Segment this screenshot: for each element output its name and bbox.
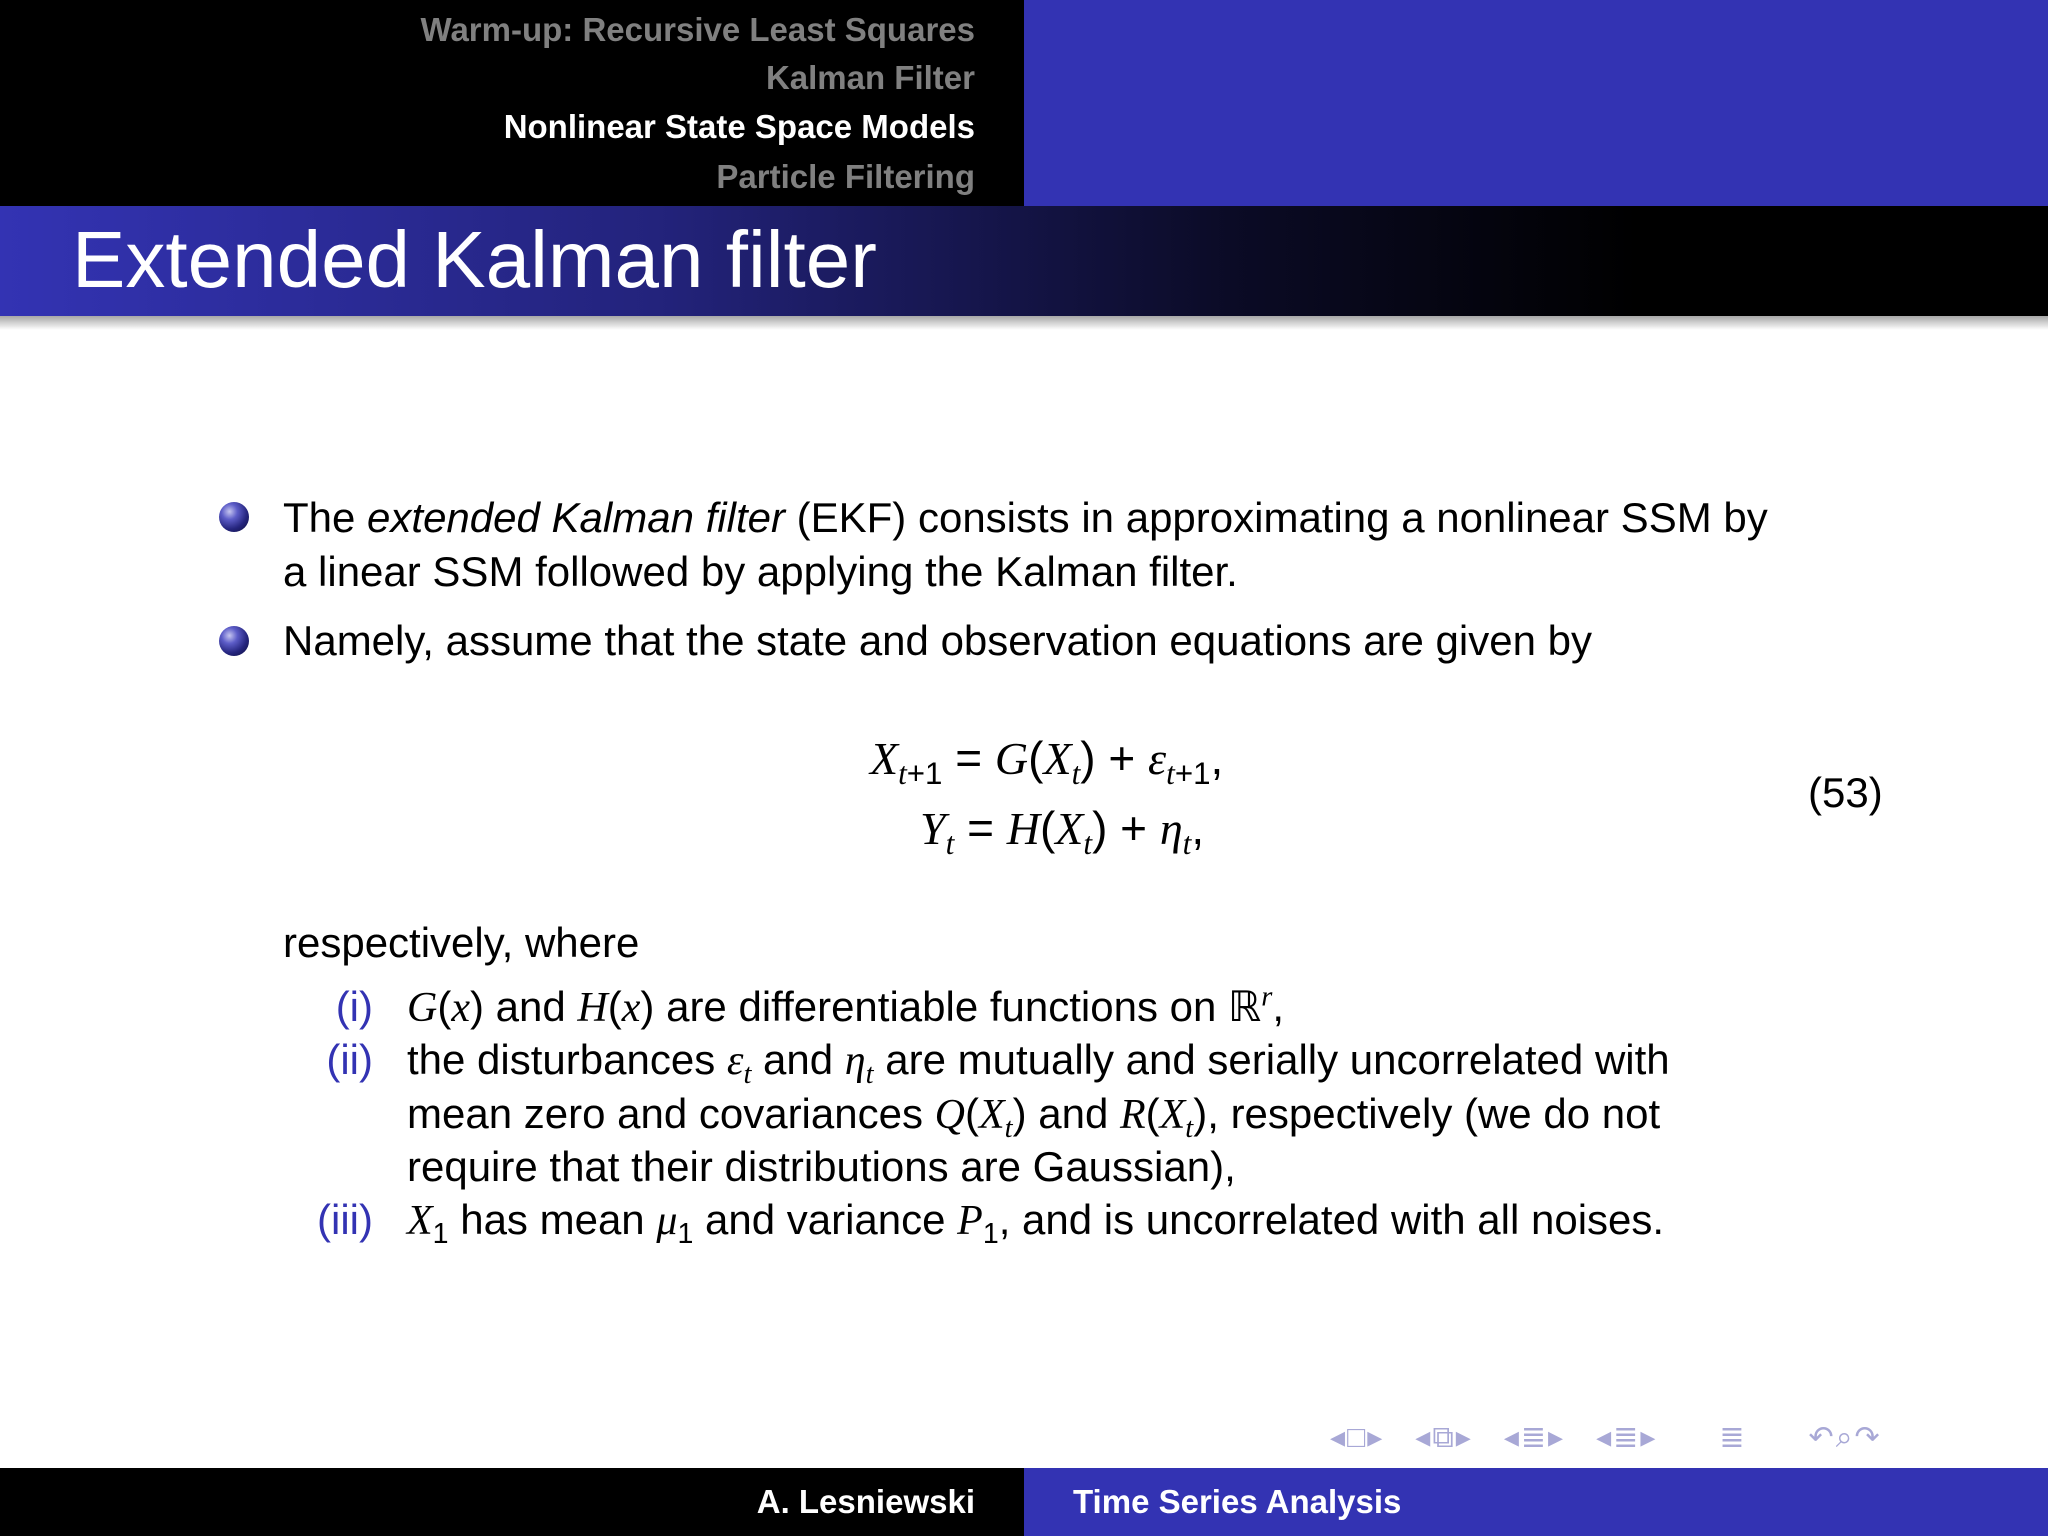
equation-observation: $Y_t = H(X_t) + \eta_t$, [920,802,1205,861]
prev-subsection-icon[interactable]: ◂ [1415,1421,1433,1454]
next-subsection-icon[interactable]: ▸ [1455,1421,1473,1454]
navigation-symbols [1330,1420,1882,1455]
page-title: Extended Kalman filter [72,215,877,304]
enum-item-i: G(x) and H(x) are differentiable functions on ℝ$^r$, [407,981,1285,1031]
forward-icon[interactable]: ↷ [1854,1421,1882,1454]
enum-label-ii: (ii) [326,1036,373,1083]
enum-item-iii: $X_1$ has mean $\mu_1$ and variance $P_1$, and is uncorrelated with all noises. [407,1196,1665,1251]
nav-item-kalman-filter[interactable]: Kalman Filter [765,59,975,96]
bullet-2-text: Namely, assume that the state and observation equations are given by [283,617,1592,664]
enum-label-iii: (iii) [317,1196,373,1243]
prev-frame-icon[interactable]: ◂ [1330,1421,1348,1454]
enum-item-ii-line-1: the disturbances $\varepsilon_t$ and $\eta_t$ are mutually and serially uncorrelated with [407,1036,1670,1091]
equation-number: (53) [1808,769,1883,816]
header-navigation [0,0,1024,206]
footer-left [0,1468,1024,1536]
footer-author: A. Lesniewski [756,1483,975,1520]
footer-title: Time Series Analysis [1073,1483,1402,1520]
next-frame-icon[interactable]: ▸ [1367,1421,1385,1454]
title-shadow [0,316,2048,330]
bullet-1-line-2: a linear SSM followed by applying the Kalman filter. [283,548,1238,595]
enum-item-ii-line-3: require that their distributions are Gaussian), [407,1143,1236,1190]
back-icon[interactable]: ↶ [1808,1421,1836,1454]
section-icon[interactable]: ≣ [1520,1421,1549,1454]
subsection-icon[interactable]: ⧉ [1432,1421,1456,1454]
after-equation-text: respectively, where [283,919,640,966]
enum-item-ii-line-2: mean zero and covariances $Q(X_t)$ and $R(X_t)$, respectively (we do not [407,1090,1661,1145]
next-part-icon[interactable]: ▸ [1640,1421,1658,1454]
frame-icon[interactable]: □ [1347,1421,1368,1454]
prev-part-icon[interactable]: ◂ [1596,1421,1614,1454]
nav-item-particle-filtering[interactable]: Particle Filtering [716,158,975,195]
nav-item-recursive-least-squares[interactable]: Warm-up: Recursive Least Squares [420,11,975,48]
document-icon[interactable]: ≣ [1719,1421,1747,1454]
header-right-panel [1024,0,2048,206]
search-icon[interactable]: ⌕ [1835,1421,1855,1454]
equation-state: $X_{t+1} = G(X_t) + \varepsilon_{t+1}$, [870,732,1224,791]
prev-section-icon[interactable]: ◂ [1503,1421,1521,1454]
bullet-icon [219,626,249,656]
part-icon[interactable]: ≣ [1613,1421,1641,1454]
enum-label-i: (i) [335,983,373,1030]
nav-item-nonlinear-state-space-models[interactable]: Nonlinear State Space Models [503,108,975,145]
bullet-icon [219,502,249,532]
bullet-1-line-1: The extended Kalman filter (EKF) consists in approximating a nonlinear SSM by [283,494,1768,541]
next-section-icon[interactable]: ▸ [1548,1421,1566,1454]
footer-right [1024,1468,2048,1536]
